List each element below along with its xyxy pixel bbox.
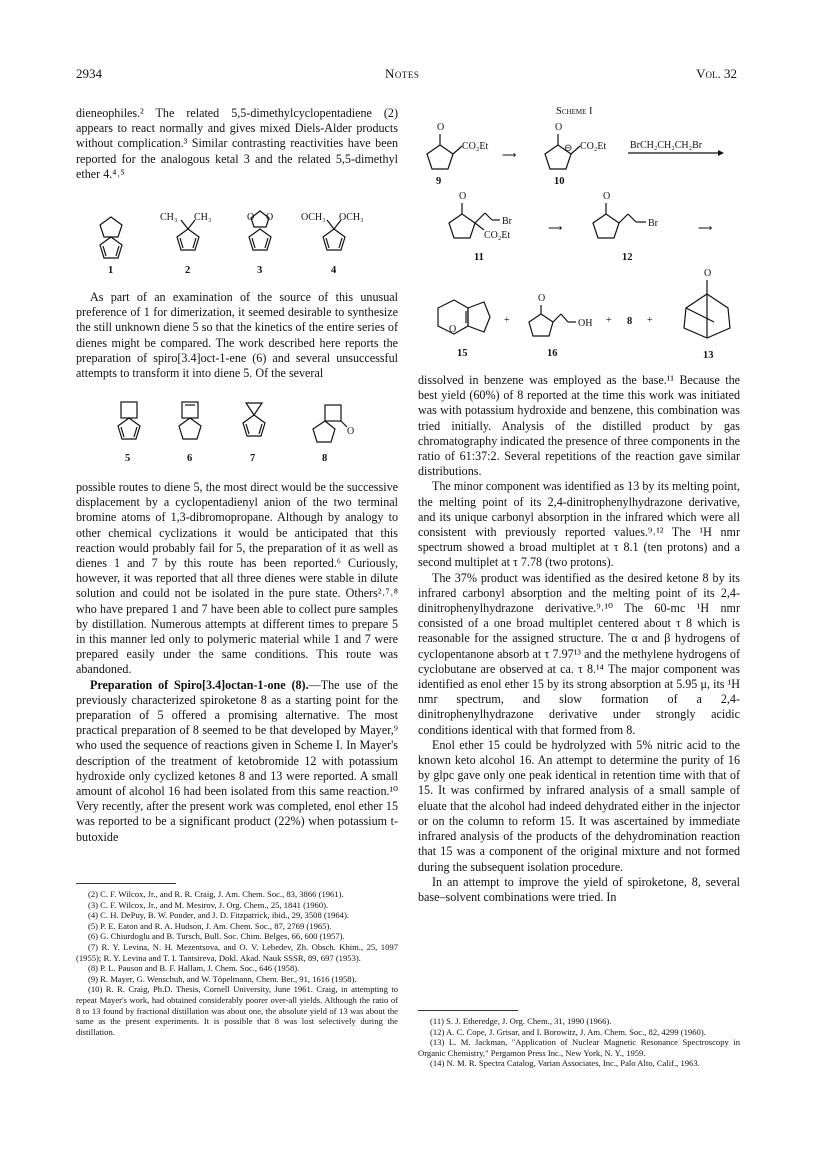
oxygen-label: O bbox=[437, 122, 445, 133]
paragraph: dieneophiles.² The related 5,5-dimethylcyclopentadiene (2) appears to react normally and gives mixed Diels-Alder products without complication.³ Similar contrasting reactivities have been reported for the analogous ketal 3 and the related 5,5-dimethyl ether 4.⁴˒⁵ bbox=[76, 106, 398, 181]
footnote-rule bbox=[418, 1010, 518, 1011]
footnote: (10) R. R. Craig, Ph.D. Thesis, Cornell University, June 1961. Craig, in attempting to repeat Mayer's work, had obtained considerably poorer over-all yields. Although the ratio of 8 to 13 found by fractional distillation was about one, the absolute yield of 13 was about the same as the present experiments. It is possible that 8 was lost selectively during the distillation. bbox=[76, 984, 398, 1037]
plus-sign: + bbox=[647, 315, 653, 326]
carbanion-label: ⊖ bbox=[564, 143, 573, 154]
structures-5-8 bbox=[76, 393, 398, 473]
structure-3 bbox=[247, 211, 273, 250]
compound-10 bbox=[545, 122, 606, 187]
structure-7 bbox=[243, 403, 265, 436]
bromine-label: Br bbox=[502, 216, 512, 227]
paragraph: The 37% product was identified as the desired ketone 8 by its infrared carbonyl absorption and the melting point of its 2,4-dinitrophenylhydrazone derivative.⁹˒¹⁰ The 60-mc ¹H nmr consisted of a one broad multiplet centered about τ 8 which is reasonable for the assigned structure. The α and β hydrogens of cyclopentanone absorb at τ 7.97¹³ and the methylene hydrogens of cyclobutane are observed at ca. τ 8.¹⁴ The major component was identified as enol ether 15 by its strong absorption at 5.95 μ, its ¹H nmr spectrum, and slow formation of a 2,4-dinitrophenylhydrazone derivative under strongly acidic conditions identical with that formed from 8. bbox=[418, 570, 740, 737]
paragraph bbox=[76, 678, 398, 845]
section-heading: Preparation of Spiro[3.4]octan-1-one (8). bbox=[90, 677, 309, 692]
footnote: (2) C. F. Wilcox, Jr., and R. R. Craig, J. Am. Chem. Soc., 83, 3866 (1961). bbox=[88, 889, 344, 899]
right-column-main bbox=[418, 373, 740, 905]
compound-label: 16 bbox=[547, 348, 558, 359]
compound-9 bbox=[427, 122, 488, 187]
footnote: (7) R. Y. Levina, N. H. Mezentsova, and O. V. Lebedev, Zh. Obsch. Khim., 25, 1097 (1955); R. Y. Levina and T. I. Tantsireva, Dokl. Akad. Nauk SSSR, 89, 697 (1953). bbox=[76, 941, 398, 963]
running-head: Notes bbox=[385, 66, 420, 81]
footnote: (8) P. L. Pauson and B. F. Hallam, J. Chem. Soc., 646 (1958). bbox=[88, 963, 300, 974]
compound-12 bbox=[593, 191, 659, 263]
compound-label: 9 bbox=[436, 176, 442, 187]
hydroxyl-label: OH bbox=[578, 318, 593, 329]
footnote: (5) P. E. Eaton and R. A. Hudson, J. Am. Chem. Soc., 87, 2769 (1965). bbox=[88, 920, 332, 931]
reagent-label: BrCH₂CH₂CH₂Br bbox=[630, 140, 703, 151]
plus-sign: + bbox=[606, 315, 612, 326]
compound-label: 4 bbox=[331, 265, 337, 276]
compound-16 bbox=[529, 293, 592, 359]
compound-label: 3 bbox=[257, 265, 263, 276]
plus-sign: + bbox=[504, 315, 510, 326]
footnote: (14) N. M. R. Spectra Catalog, Varian Associates, Inc., Palo Alto, Calif., 1963. bbox=[430, 1058, 700, 1069]
ester-label: CO₂Et bbox=[462, 141, 489, 152]
scheme-1 bbox=[418, 118, 740, 368]
structure-6 bbox=[179, 402, 201, 439]
footnote-rule bbox=[76, 883, 176, 884]
compound-label: 13 bbox=[703, 350, 714, 361]
oxygen-label: O bbox=[538, 293, 546, 304]
oxygen-label: O bbox=[704, 268, 712, 279]
structures-1-4 bbox=[76, 200, 398, 280]
compound-label: 7 bbox=[250, 453, 256, 464]
compound-label: 15 bbox=[457, 348, 468, 359]
compound-label: 2 bbox=[185, 265, 191, 276]
compound-label: 8 bbox=[322, 453, 328, 464]
structure-5 bbox=[118, 402, 140, 439]
structure-4 bbox=[301, 212, 364, 250]
reaction-arrow: ⟶ bbox=[698, 223, 713, 234]
page-number: 2934 bbox=[76, 66, 102, 81]
paragraph: Enol ether 15 could be hydrolyzed with 5% nitric acid to the known keto alcohol 16. An attempt to determine the purity of 16 by glpc gave only one peak identical in retention time with that of 15. It was confirmed by infrared analysis of a small sample of eluate that the alcohol had indeed dehydrated either in the injector or on the column to reform 15. It was ascertained by immediate infrared analysis of the products of the dehydromination reaction that 15 was a component of the original mixture and not formed during the subsequent isolation procedure. bbox=[418, 737, 740, 874]
reaction-arrow: ⟶ bbox=[502, 150, 517, 161]
methoxy-label: OCH₃ bbox=[301, 212, 326, 223]
compound-13 bbox=[684, 268, 730, 361]
methoxy-label: OCH₃ bbox=[339, 212, 364, 223]
bromine-label: Br bbox=[648, 218, 658, 229]
oxygen-label: O bbox=[459, 191, 467, 202]
structure-1 bbox=[100, 217, 122, 258]
footnote: (6) G. Chiurdoglu and B. Tursch, Bull. Soc. Chim. Belges, 66, 600 (1957). bbox=[88, 931, 345, 942]
footnotes-left bbox=[76, 889, 398, 1037]
oxygen-label: O bbox=[555, 122, 563, 133]
left-column-top bbox=[76, 106, 398, 182]
footnote: (4) C. H. DePuy, B. W. Ponder, and J. D. Fitzpatrick, ibid., 29, 3508 (1964). bbox=[88, 910, 349, 921]
footnote: (3) C. F. Wilcox, Jr., and M. Mesirov, J. Org. Chem., 25, 1841 (1960). bbox=[88, 899, 329, 910]
left-column-main bbox=[76, 480, 398, 845]
ester-label: CO₂Et bbox=[580, 141, 607, 152]
oxygen-label: O bbox=[347, 426, 355, 437]
paragraph: In an attempt to improve the yield of spiroketone, 8, several base–solvent combinations were tried. In bbox=[418, 874, 740, 904]
structure-2 bbox=[160, 212, 211, 250]
oxygen-label: O bbox=[266, 212, 274, 223]
footnote: (11) S. J. Etheredge, J. Org. Chem., 31, 1990 (1966). bbox=[430, 1016, 612, 1026]
paragraph-body: —The use of the previously characterized spiroketone 8 as a starting point for the preparation of 5 offered a promising alternative. The most practical preparation of 8 seemed to be that developed by Mayer,⁹ who used the sequence of reactions given in Scheme I. In Mayer's description of the treatment of ketobromide 12 with potassium hydroxide only cyclized ketones 8 and 13 were reported. A small amount of alcohol 16 had been isolated from this same reaction.¹⁰ Very recently, after the present work was completed, enol ether 15 was reported to be a significant product (22%) when potassium t-butoxide bbox=[76, 677, 398, 844]
left-column-mid bbox=[76, 290, 398, 381]
compound-label: 12 bbox=[622, 252, 633, 263]
compound-label: 11 bbox=[474, 252, 484, 263]
structure-8 bbox=[313, 405, 354, 442]
paragraph: The minor component was identified as 13 by its melting point, the melting point of its 2,4-dinitrophenylhydrazone derivative, and its unique carbonyl absorption in the infrared which were all consistent with previously reported values.⁹˒¹² The ¹H nmr spectrum showed a broad multiplet at τ 8.1 (ten protons) and a second multiplet at τ 7.78 (two protons). bbox=[418, 479, 740, 570]
oxygen-label: O bbox=[449, 324, 457, 335]
reaction-arrow: ⟶ bbox=[548, 223, 563, 234]
footnote: (12) A. C. Cope, J. Grisar, and I. Borowitz, J. Am. Chem. Soc., 82, 4299 (1960). bbox=[430, 1026, 706, 1037]
scheme-title: Scheme I bbox=[556, 106, 593, 117]
paragraph: dissolved in benzene was employed as the base.¹¹ Because the best yield (60%) of 8 reported at the time this work was initiated was with potassium hydroxide and benzene, this combination was tried initially. Analysis of the distilled product by gas chromatography indicated the presence of three components in the ratio of 61:37:2. Several repetitions of the reaction gave similar distributions. bbox=[418, 373, 740, 479]
compound-label: 5 bbox=[125, 453, 131, 464]
compound-label: 8 bbox=[627, 316, 633, 327]
paragraph: possible routes to diene 5, the most direct would be the successive displacement by a cyclopentadienyl anion of the two terminal bromine atoms of 1,3-dibromopropane. Although by analogy to other chemical cyclizations it would be anticipated that this reaction would probably fail for 5, the preparation of it as well as dienes 1 and 7 by this route has been reported.⁶ Curiously, however, it was reported that all three dienes were stable in dilute solution and could not be isolated in the pure state. Others²˒⁷˒⁸ who have prepared 1 and 7 have been able to collect pure samples by distillation. Numerous attempts at different times to prepare 5 in this manner led only to polymeric material while 1 and 7 were prepared easily under the same conditions. This route was abandoned. bbox=[76, 480, 398, 677]
ester-label: CO₂Et bbox=[484, 230, 511, 241]
oxygen-label: O bbox=[603, 191, 611, 202]
footnote: (13) L. M. Jackman, "Application of Nuclear Magnetic Resonance Spectroscopy in Organic Chemistry," Pergamon Press Inc., New York, N. Y., 1959. bbox=[418, 1037, 740, 1058]
volume-label: Vol. 32 bbox=[696, 66, 737, 81]
footnotes-right bbox=[418, 1016, 740, 1069]
methyl-label: CH₃ bbox=[160, 212, 178, 223]
compound-11 bbox=[449, 191, 513, 263]
compound-label: 1 bbox=[108, 265, 114, 276]
compound-15 bbox=[438, 300, 490, 359]
compound-label: 10 bbox=[554, 176, 565, 187]
footnote: (9) R. Mayer, G. Wenschuh, and W. Töpelmann, Chem. Ber., 91, 1616 (1958). bbox=[88, 973, 357, 984]
compound-label: 6 bbox=[187, 453, 193, 464]
oxygen-label: O bbox=[247, 212, 255, 223]
methyl-label: CH₃ bbox=[194, 212, 212, 223]
paragraph: As part of an examination of the source of this unusual preference of 1 for dimerization, it seemed desirable to synthesize the still unknown diene 5 so that the kinetics of the entire series of dienes might be compared. The work described here reports the preparation of spiro[3.4]oct-1-ene (6) and several unsuccessful attempts to transform it into diene 5. Of the several bbox=[76, 290, 398, 381]
